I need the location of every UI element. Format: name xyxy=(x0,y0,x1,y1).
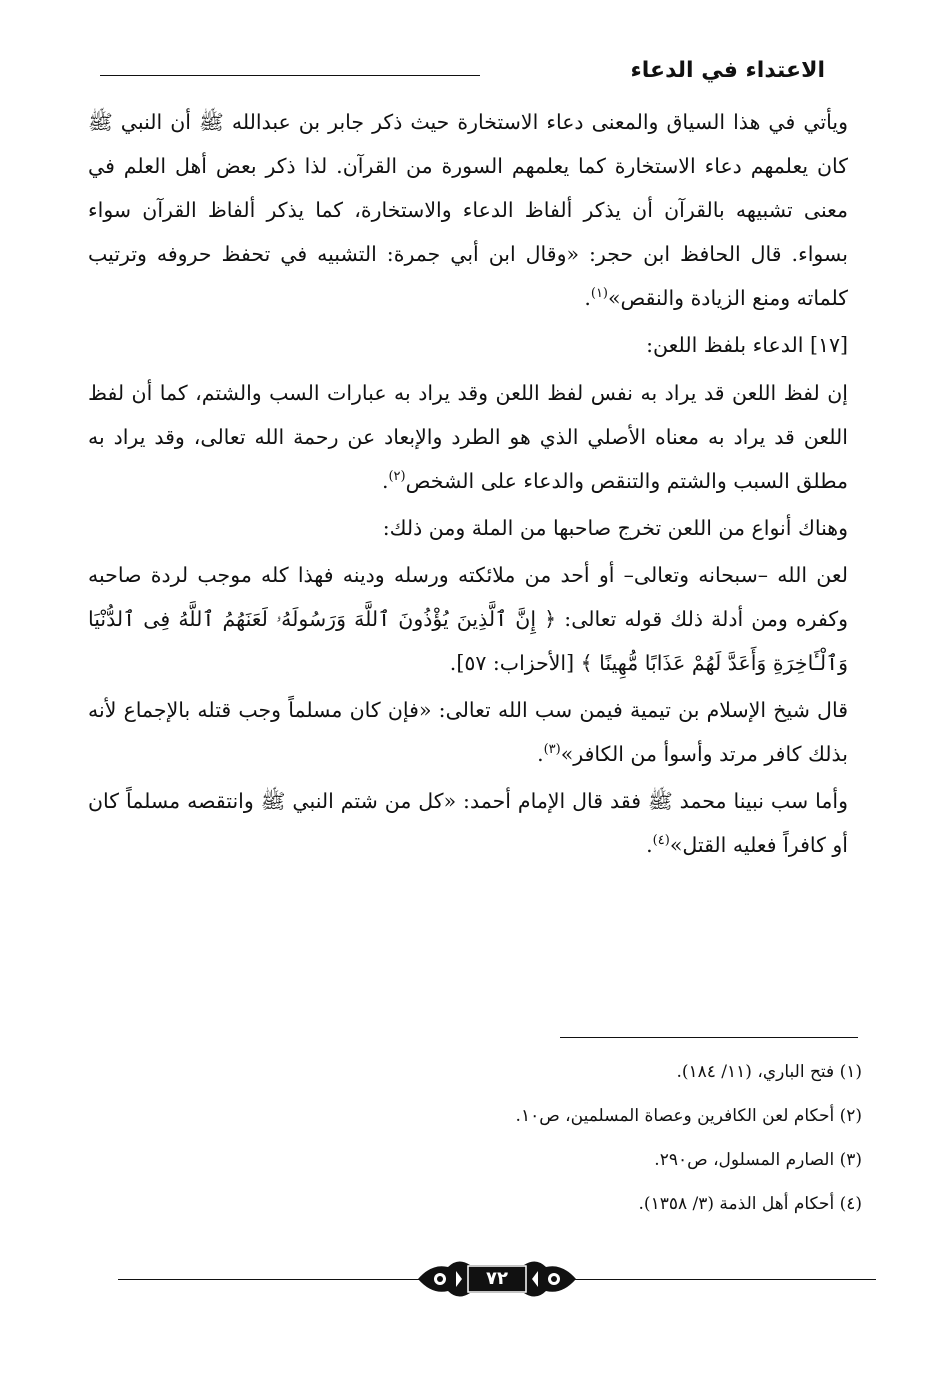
footnote-marker-2: (٢) xyxy=(388,469,406,485)
paragraph-istikhara xyxy=(88,100,848,320)
footnote-marker-1: (١) xyxy=(590,286,608,302)
page-number: ٧٢ xyxy=(486,1268,508,1289)
footer-rule-left xyxy=(118,1279,420,1280)
page-footer xyxy=(118,1250,876,1308)
footnote-separator xyxy=(560,1037,858,1038)
paragraph-imam-ahmad xyxy=(88,779,848,867)
footnote-4: (٤) أحكام أهل الذمة (٣/ ١٣٥٨). xyxy=(638,1194,862,1214)
footnote-3: (٣) الصارم المسلول، ص٢٩٠. xyxy=(654,1150,862,1170)
paragraph-text-with-verse: لعن الله –سبحانه وتعالى– أو أحد من ملائكته ورسله ودينه فهذا كله موجب لردة صاحبه وكفره ومن أدلة ذلك قوله تعالى: ﴿ إِنَّ ٱلَّذِينَ يُؤْذُونَ ٱللَّهَ وَرَسُولَهُۥ لَعَنَهُمُ ٱللَّهُ فِى ٱلدُّنْيَا وَٱلْـَٔاخِرَةِ وَأَعَدَّ لَهُمْ عَذَابًا مُّهِينًا ﴾ [الأحزاب: ٥٧]. xyxy=(88,563,848,675)
section-heading-17 xyxy=(88,323,848,367)
running-header-title: الاعتداء في الدعاء xyxy=(623,58,833,83)
footnote-marker-3: (٣) xyxy=(543,742,561,758)
running-header xyxy=(100,56,845,92)
paragraph-lafz-al-laan xyxy=(88,371,848,503)
main-text xyxy=(88,100,848,870)
paragraph-text: وأما سب نبينا محمد ﷺ فقد قال الإمام أحمد: «كل من شتم النبي ﷺ وانتقصه مسلماً كان أو كافراً فعليه القتل» xyxy=(88,789,848,857)
paragraph-laan-allah xyxy=(88,553,848,685)
footer-rule-right xyxy=(574,1279,876,1280)
paragraph-end: . xyxy=(646,833,653,857)
paragraph-text: وهناك أنواع من اللعن تخرج صاحبها من الملة ومن ذلك: xyxy=(382,516,848,540)
paragraph-text: إن لفظ اللعن قد يراد به نفس لفظ اللعن وقد يراد به عبارات السب والشتم، كما أن لفظ اللعن قد يراد به معناه الأصلي الذي هو الطرد والإبعاد عن رحمة الله تعالى، وقد يراد به مطلق السبب والشتم والتنقص والدعاء على الشخص xyxy=(88,381,848,493)
section-heading-text: [١٧] الدعاء بلفظ اللعن: xyxy=(646,333,848,357)
paragraph-end: . xyxy=(537,742,544,766)
paragraph-end: . xyxy=(381,469,389,493)
footnotes xyxy=(150,1050,862,1226)
paragraph-end: . xyxy=(584,286,591,310)
paragraph-anwa xyxy=(88,506,848,550)
paragraph-text: ويأتي في هذا السياق والمعنى دعاء الاستخارة حيث ذكر جابر بن عبدالله ﷺ أن النبي ﷺ كان يعلمهم دعاء الاستخارة كما يعلمهم السورة من القرآن. لذا ذكر بعض أهل العلم في معنى تشبيهه بالقرآن أن يذكر ألفاظ الدعاء والاستخارة، كما يذكر ألفاظ القرآن سواء بسواء. قال الحافظ ابن حجر: «وقال ابن أبي جمرة: التشبيه في تحفظ حروفه وترتيب كلماته ومنع الزيادة والنقص» xyxy=(88,110,848,310)
footnote-2: (٢) أحكام لعن الكافرين وعصاة المسلمين، ص١٠. xyxy=(515,1106,862,1126)
paragraph-text: قال شيخ الإسلام بن تيمية فيمن سب الله تعالى: «فإن كان مسلماً وجب قتله بالإجماع لأنه بذلك كافر مرتد وأسوأ من الكافر» xyxy=(88,698,848,766)
paragraph-ibn-taymiyya xyxy=(88,688,848,776)
header-rule xyxy=(100,75,480,76)
footnote-1: (١) فتح الباري، (١١/ ١٨٤). xyxy=(676,1062,862,1082)
footnote-marker-4: (٤) xyxy=(652,833,670,849)
